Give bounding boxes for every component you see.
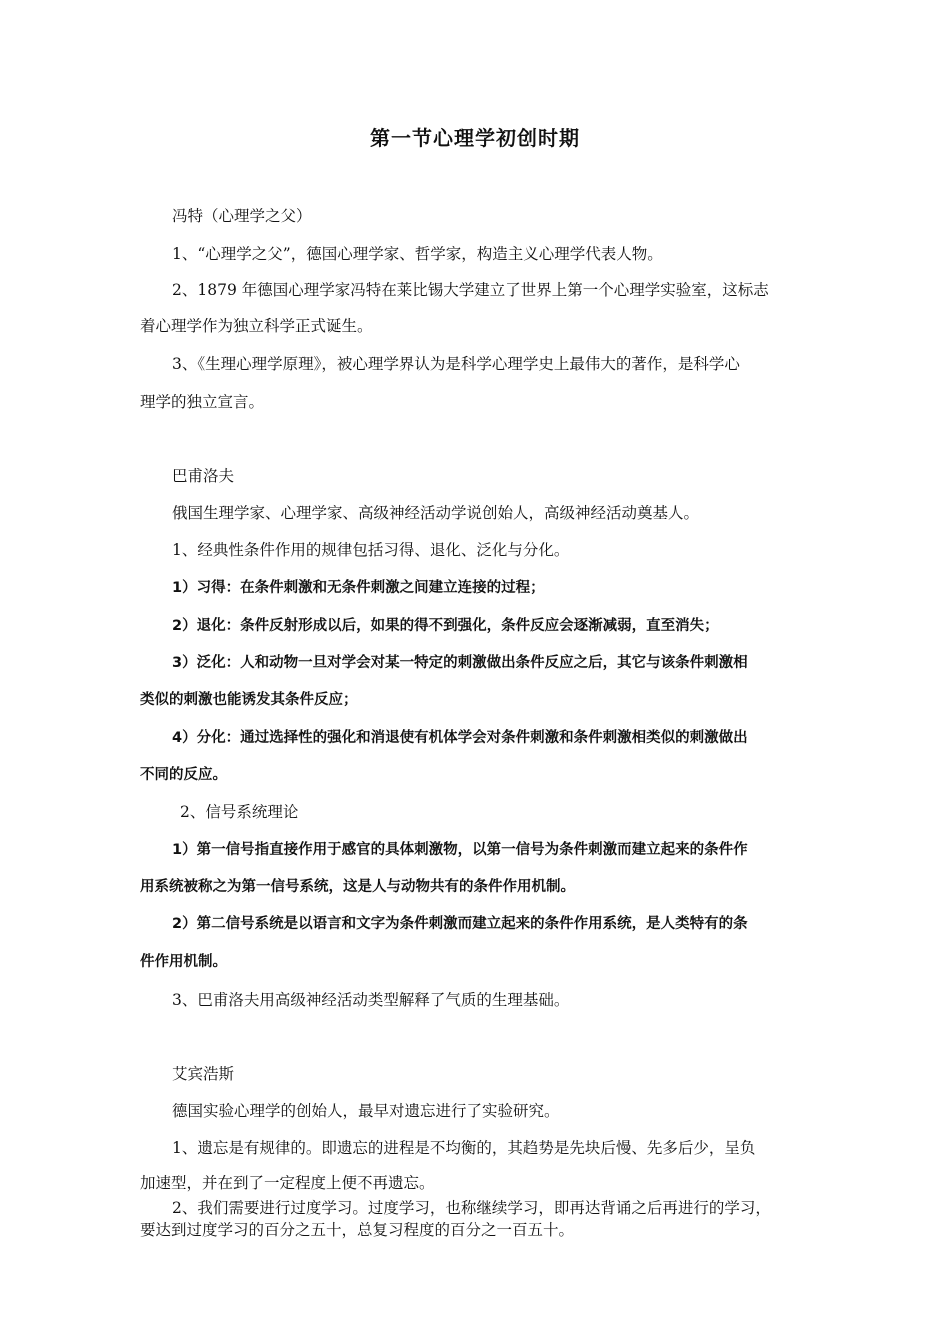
- list-item: 1）第一信号指直接作用于感官的具体刺激物，以第一信号为条件刺激而建立起来的条件作: [172, 842, 748, 858]
- paragraph: 德国实验心理学的创始人，最早对遗忘进行了实验研究。: [172, 1102, 560, 1120]
- paragraph: 3、巴甫洛夫用高级神经活动类型解释了气质的生理基础。: [172, 991, 570, 1009]
- paragraph-continuation: 理学的独立宣言。: [140, 393, 265, 411]
- list-item-continuation: 类似的刺激也能诱发其条件反应；: [140, 692, 358, 708]
- section-heading-pavlov: 巴甫洛夫: [172, 467, 235, 485]
- paragraph: 1、遗忘是有规律的。即遗忘的进程是不均衡的，其趋势是先块后慢、先多后少，呈负: [172, 1139, 756, 1157]
- page-title: 第一节心理学初创时期: [370, 126, 580, 150]
- list-item: 3）泛化：人和动物一旦对学会对某一特定的刺激做出条件反应之后，其它与该条件刺激相: [172, 655, 748, 671]
- paragraph-continuation: 要达到过度学习的百分之五十，总复习程度的百分之一百五十。: [140, 1221, 575, 1239]
- paragraph: 俄国生理学家、心理学家、高级神经活动学说创始人，高级神经活动奠基人。: [172, 504, 700, 522]
- list-item: 4）分化：通过选择性的强化和消退使有机体学会对条件刺激和条件刺激相类似的刺激做出: [172, 730, 748, 746]
- section-heading-ebbinghaus: 艾宾浩斯: [172, 1065, 235, 1083]
- paragraph: 3、《生理心理学原理》，被心理学界认为是科学心理学史上最伟大的著作，是科学心: [172, 355, 740, 373]
- list-item: 2）退化：条件反射形成以后，如果的得不到强化，条件反应会逐渐减弱，直至消失；: [172, 618, 719, 634]
- paragraph: 2、我们需要进行过度学习。过度学习，也称继续学习，即再达背诵之后再进行的学习，: [172, 1199, 771, 1217]
- section-heading-wundt: 冯特（心理学之父）: [172, 207, 312, 225]
- list-item: 2）第二信号系统是以语言和文字为条件刺激而建立起来的条件作用系统，是人类特有的条: [172, 916, 748, 932]
- list-item-continuation: 用系统被称之为第一信号系统，这是人与动物共有的条件作用机制。: [140, 879, 575, 895]
- list-item-continuation: 不同的反应。: [140, 767, 227, 783]
- paragraph: 2、1879 年德国心理学家冯特在莱比锡大学建立了世界上第一个心理学实验室，这标志: [172, 281, 769, 299]
- paragraph: 2、信号系统理论: [180, 803, 299, 821]
- list-item-continuation: 件作用机制。: [140, 954, 227, 970]
- paragraph: 1、“心理学之父”，德国心理学家、哲学家，构造主义心理学代表人物。: [172, 245, 663, 263]
- paragraph-continuation: 着心理学作为独立科学正式诞生。: [140, 317, 373, 335]
- paragraph-continuation: 加速型，并在到了一定程度上便不再遗忘。: [140, 1174, 435, 1192]
- paragraph: 1、经典性条件作用的规律包括习得、退化、泛化与分化。: [172, 541, 570, 559]
- list-item: 1）习得：在条件刺激和无条件刺激之间建立连接的过程；: [172, 580, 545, 596]
